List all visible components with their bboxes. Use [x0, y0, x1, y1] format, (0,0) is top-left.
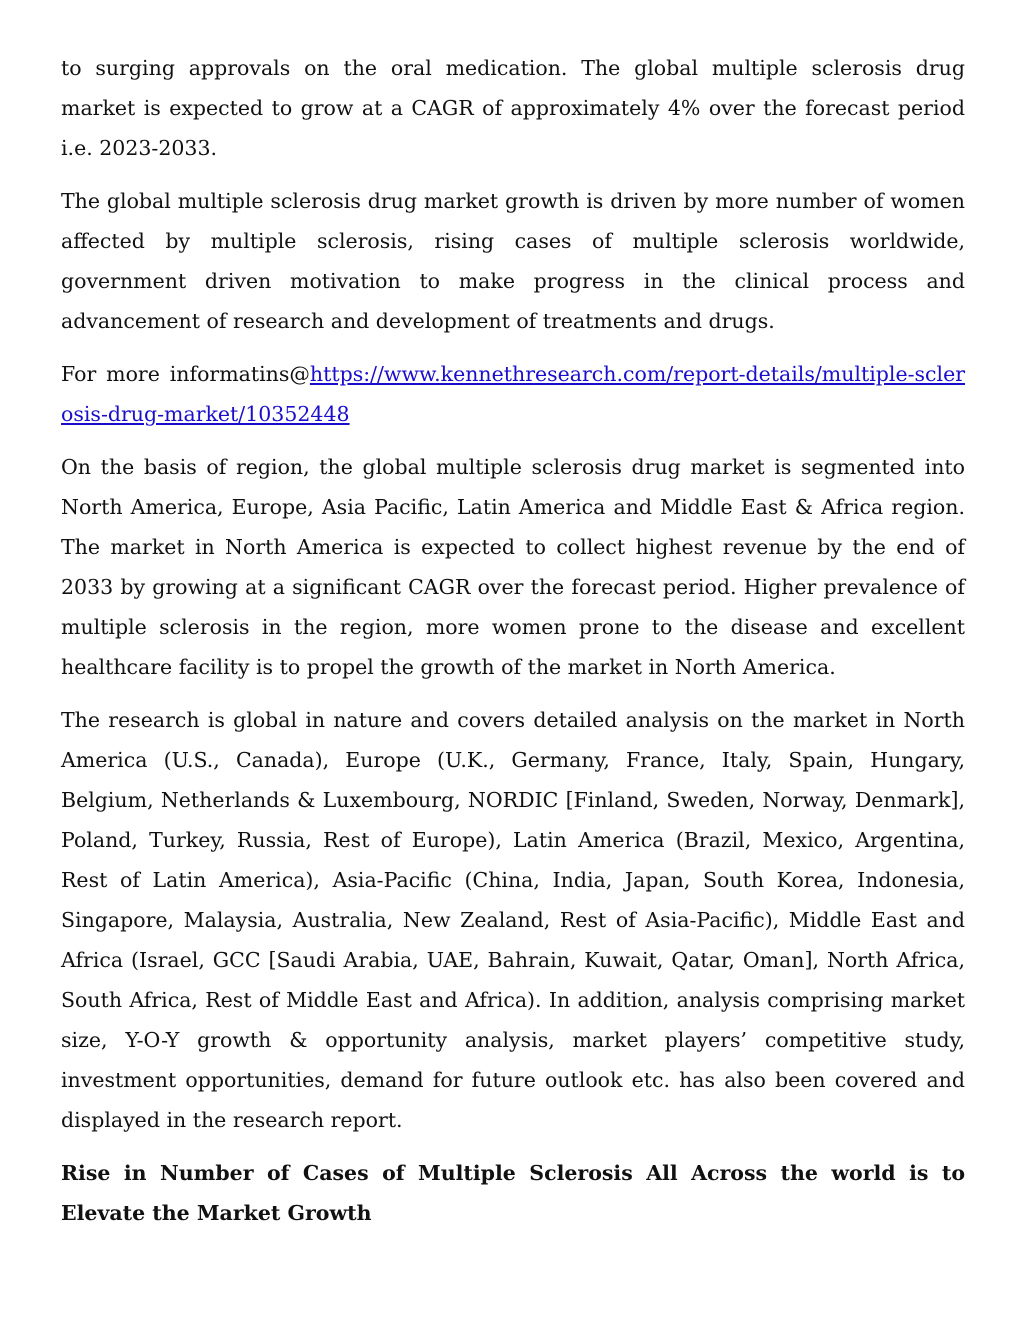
paragraph-regional-segmentation: On the basis of region, the global multiple sclerosis drug market is segmented into North America, Europe, Asia Pacific, Latin America and Middle East & Africa region. The market in North America is expected to collect highest revenue by the end of 2033 by growing at a significant CAGR over the forecast period. Higher prevalence of multiple sclerosis in the region, more women prone to the disease and excellent healthcare facility is to propel the growth of the market in North America.: [61, 455, 965, 679]
report-link[interactable]: https://www.kennethresearch.com/report-details/multiple-sclerosis-drug-market/10352448: [61, 362, 965, 426]
more-info-line: [61, 354, 965, 434]
paragraph-market-growth: to surging approvals on the oral medication. The global multiple sclerosis drug market is expected to grow at a CAGR of approximately 4% over the forecast period i.e. 2023-2033.: [61, 56, 965, 160]
more-info-label: For more informatins@: [61, 362, 310, 386]
section-heading: Rise in Number of Cases of Multiple Sclerosis All Across the world is to Elevate the Market Growth: [61, 1161, 965, 1225]
document-page: [61, 48, 965, 1246]
paragraph-research-coverage: The research is global in nature and covers detailed analysis on the market in North America (U.S., Canada), Europe (U.K., Germany, France, Italy, Spain, Hungary, Belgium, Netherlands & Luxembourg, NORDIC [Finland, Sweden, Norway, Denmark], Poland, Turkey, Russia, Rest of Europe), Latin America (Brazil, Mexico, Argentina, Rest of Latin America), Asia-Pacific (China, India, Japan, South Korea, Indonesia, Singapore, Malaysia, Australia, New Zealand, Rest of Asia-Pacific), Middle East and Africa (Israel, GCC [Saudi Arabia, UAE, Bahrain, Kuwait, Qatar, Oman], North Africa, South Africa, Rest of Middle East and Africa). In addition, analysis comprising market size, Y-O-Y growth & opportunity analysis, market players’ competitive study, investment opportunities, demand for future outlook etc. has also been covered and displayed in the research report.: [61, 708, 965, 1132]
paragraph-growth-drivers: The global multiple sclerosis drug market growth is driven by more number of women affected by multiple sclerosis, rising cases of multiple sclerosis worldwide, government driven motivation to make progress in the clinical process and advancement of research and development of treatments and drugs.: [61, 189, 965, 333]
